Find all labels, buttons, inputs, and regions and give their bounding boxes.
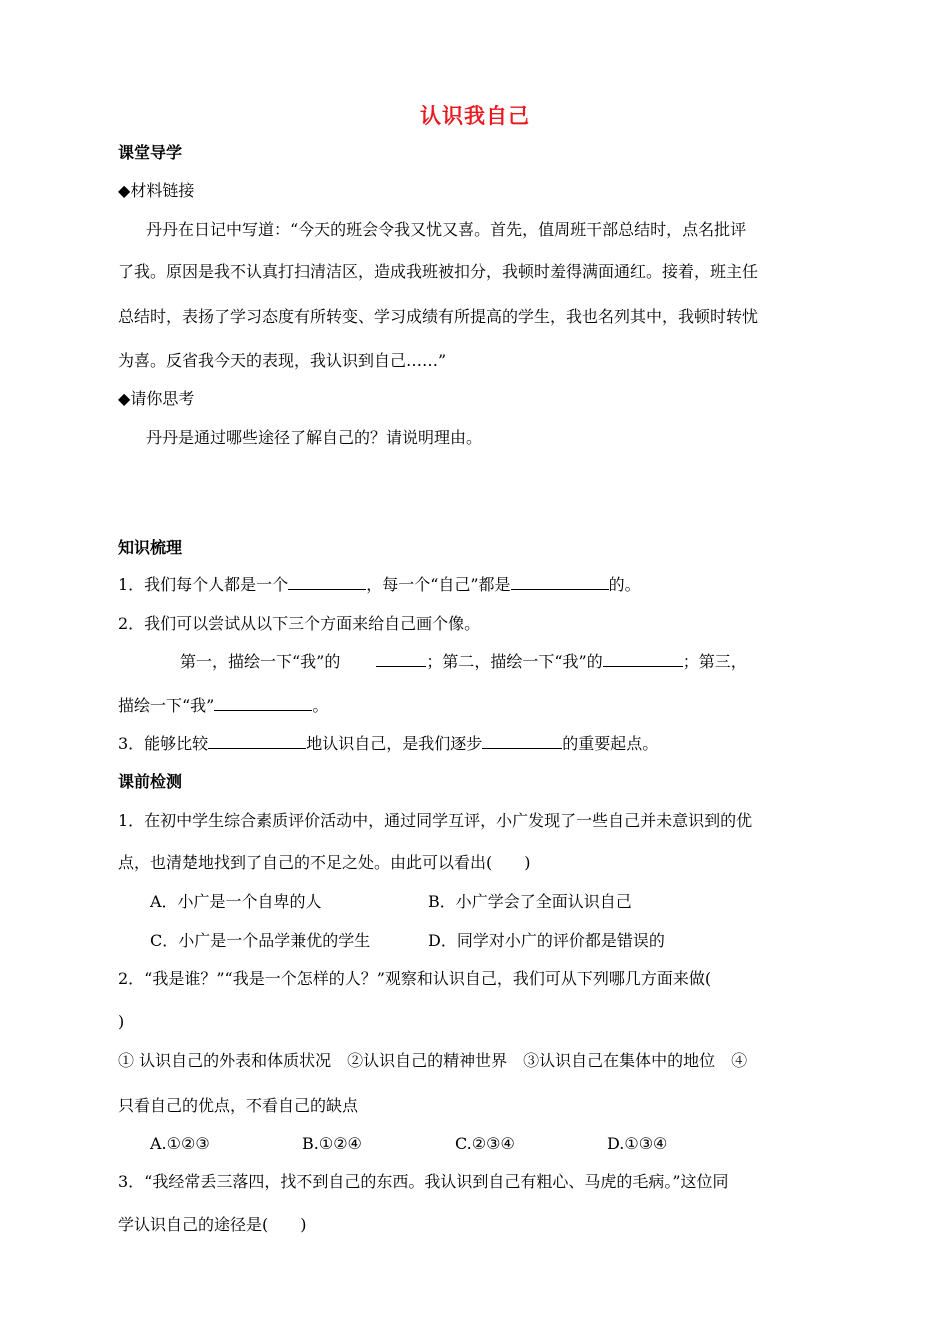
item2-line3-text-a: 描绘一下“我” [118,696,215,715]
option-d[interactable]: D．同学对小广的评价都是错误的 [428,931,665,950]
option-c[interactable]: C.②③④ [455,1134,515,1153]
question-1-line-1: 1．在初中学生综合素质评价活动中，通过同学互评，小广发现了一些自己并未意识到的优 [118,811,753,830]
section-heading-knowledge: 知识梳理 [118,538,183,557]
question-2-line-3: ① 认识自己的外表和体质状况 ②认识自己的精神世界 ③认识自己在集体中的地位 ④ [118,1051,748,1070]
think-label [118,389,194,409]
section-heading-guide: 课堂导学 [118,143,183,162]
knowledge-item-2: 2．我们可以尝试从以下三个方面来给自己画个像。 [118,614,481,633]
option-c[interactable]: C．小广是一个品学兼优的学生 [150,931,371,950]
option-b[interactable]: B．小广学会了全面认识自己 [428,892,632,911]
material-paragraph-line-4: 为喜。反省我今天的表现，我认识到自己……” [118,351,447,370]
item3-text-b: 地认识自己，是我们逐步 [306,734,483,753]
question-3-line-1: 3．“我经常丢三落四，找不到自己的东西。我认识到自己有粗心、马虎的毛病。”这位同 [118,1172,729,1191]
fill-blank[interactable] [511,575,609,590]
question-2-line-4: 只看自己的优点，不看自己的缺点 [118,1096,359,1115]
think-question: 丹丹是通过哪些途径了解自己的？请说明理由。 [146,428,483,447]
item3-text-c: 的重要起点。 [562,734,659,753]
knowledge-item-2-line-3 [118,696,328,716]
diamond-bullet-icon: ◆ [118,181,131,200]
question-1-line-2: 点，也清楚地找到了自己的不足之处。由此可以看出( ) [118,853,531,872]
knowledge-item-1 [118,575,641,595]
item3-text-a: 3．能够比较 [118,734,209,753]
item1-text-c: 的。 [608,575,641,594]
material-label-text: 材料链接 [130,181,195,200]
question-3-line-2: 学认识自己的途径是( ) [118,1215,307,1234]
option-a[interactable]: A．小广是一个自卑的人 [150,892,322,911]
section-heading-pretest: 课前检测 [118,772,183,791]
fill-blank[interactable] [288,575,366,590]
option-b[interactable]: B.①②④ [302,1134,362,1153]
knowledge-item-2-line-2 [180,652,747,672]
item2-text-a: 第一，描绘一下“我”的 [180,652,341,671]
option-d[interactable]: D.①③④ [607,1134,668,1153]
fill-blank[interactable] [376,652,426,667]
question-2-line-1: 2．“我是谁？”“我是一个怎样的人？”观察和认识自己，我们可从下列哪几方面来做( [118,969,712,988]
think-label-text: 请你思考 [130,389,195,408]
item2-text-b: ；第二，描绘一下“我”的 [426,652,603,671]
diamond-bullet-icon: ◆ [118,389,131,408]
material-paragraph-line-2: 了我。原因是我不认真打扫清洁区，造成我班被扣分，我顿时羞得满面通红。接着，班主任 [118,262,759,281]
item2-line3-text-b: 。 [312,696,329,715]
material-link-label [118,181,194,201]
fill-blank[interactable] [603,652,683,667]
question-2-line-2: ) [118,1012,125,1031]
item2-text-c: ；第三， [682,652,747,671]
fill-blank[interactable] [214,696,312,711]
material-paragraph-line-3: 总结时，表扬了学习态度有所转变、学习成绩有所提高的学生，我也名列其中，我顿时转忧 [118,307,759,326]
option-a[interactable]: A.①②③ [150,1134,210,1153]
fill-blank[interactable] [482,734,562,749]
fill-blank[interactable] [208,734,306,749]
knowledge-item-3 [118,734,658,754]
item1-text-a: 1．我们每个人都是一个 [118,575,289,594]
item1-text-b: ，每一个“自己”都是 [366,575,511,594]
material-paragraph-line-1: 丹丹在日记中写道：“今天的班会令我又忧又喜。首先，值周班干部总结时，点名批评 [146,220,747,239]
page-title: 认识我自己 [420,103,530,128]
